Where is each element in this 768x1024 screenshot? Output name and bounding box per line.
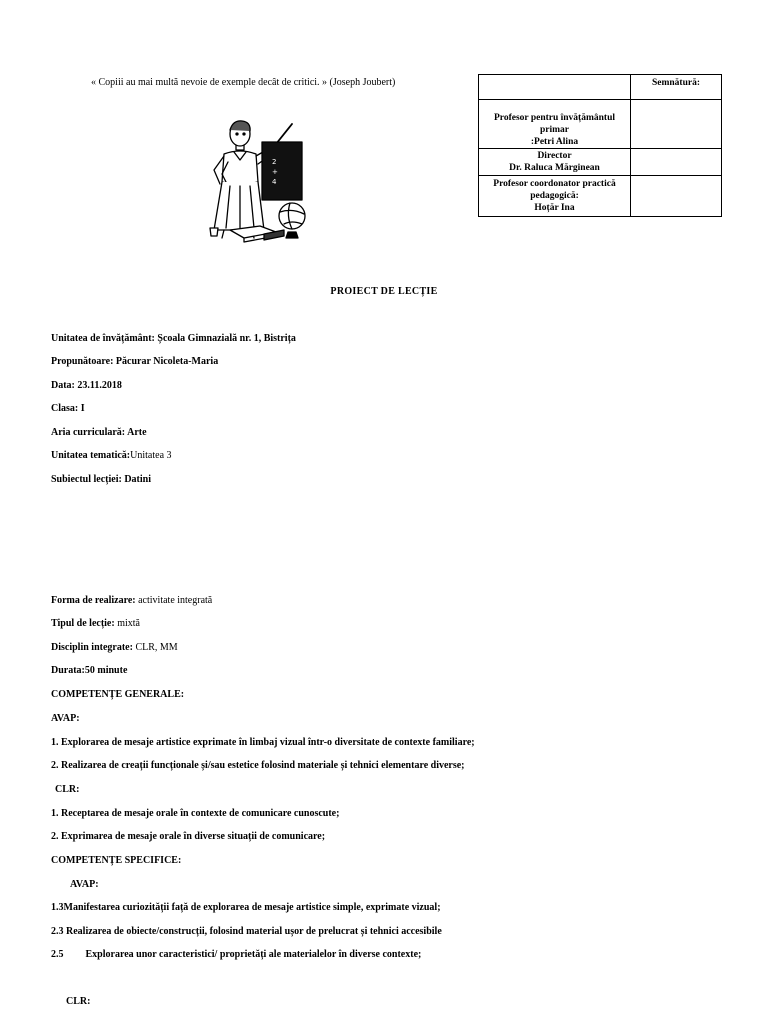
general-clr-item-2: 2. Exprimarea de mesaje orale în diverse situații de comunicare; xyxy=(51,831,326,842)
svg-text:4: 4 xyxy=(272,178,277,186)
general-clr-label: CLR: xyxy=(55,784,80,795)
detail-disciplines: Disciplin integrate: CLR, MM xyxy=(51,642,178,653)
specific-competences-heading: COMPETENȚE SPECIFICE: xyxy=(51,855,182,866)
quote: « Copiii au mai multă nevoie de exemple decât de critici. » (Joseph Joubert) xyxy=(91,77,396,88)
detail-form: Forma de realizare: activitate integrată xyxy=(51,595,213,606)
signature-role-coordinator: Profesor coordonator practică pedagogică: Hoțăr Ina xyxy=(479,176,631,217)
general-avap-item-1: 1. Explorarea de mesaje artistice exprimate în limbaj vizual într-o diversitate de contexte familiare; xyxy=(51,737,475,748)
signature-header: Semnătură: xyxy=(631,75,722,100)
signature-role-director: Director Dr. Raluca Mărginean xyxy=(479,149,631,176)
teacher-illustration xyxy=(200,112,315,250)
general-avap-item-2: 2. Realizarea de creații funcționale și/sau estetice folosind materiale și tehnici elementare diverse; xyxy=(51,760,465,771)
general-clr-item-1: 1. Receptarea de mesaje orale în contexte de comunicare cunoscute; xyxy=(51,808,340,819)
info-school: Unitatea de învățământ: Școala Gimnazială nr. 1, Bistrița xyxy=(51,333,296,344)
signature-table xyxy=(478,74,722,217)
specific-item-2-5: 2.5 Explorarea unor caracteristici/ proprietăți ale materialelor în diverse contexte; xyxy=(51,949,422,960)
info-date: Data: 23.11.2018 xyxy=(51,380,122,391)
signature-box-coordinator xyxy=(631,176,722,217)
info-thematic-unit: Unitatea tematică:Unitatea 3 xyxy=(51,450,172,461)
info-class: Clasa: I xyxy=(51,403,85,414)
specific-avap-label: AVAP: xyxy=(70,879,99,890)
general-competences-heading: COMPETENȚE GENERALE: xyxy=(51,689,185,700)
detail-duration: Durata:50 minute xyxy=(51,665,128,676)
general-avap-label: AVAP: xyxy=(51,713,80,724)
signature-box-director xyxy=(631,149,722,176)
svg-text:+: + xyxy=(272,168,278,176)
signature-table-empty-cell xyxy=(479,75,631,100)
info-curricular-area: Aria curriculară: Arte xyxy=(51,427,147,438)
document-title: PROIECT DE LECȚIE xyxy=(330,286,438,297)
specific-item-1-3: 1.3Manifestarea curiozității față de explorarea de mesaje artistice simple, exprimate vizual; xyxy=(51,902,441,913)
specific-clr-label: CLR: xyxy=(66,996,91,1007)
specific-item-2-3: 2.3 Realizarea de obiecte/construcții, folosind material ușor de prelucrat și tehnici accesibile xyxy=(51,926,442,937)
signature-role-teacher: Profesor pentru învățământul primar :Petri Alina xyxy=(479,100,631,149)
detail-lesson-type: Tipul de lecție: mixtă xyxy=(51,618,140,629)
info-subject: Subiectul lecției: Datini xyxy=(51,474,151,485)
svg-text:2: 2 xyxy=(272,158,277,166)
info-teacher: Propunătoare: Păcurar Nicoleta-Maria xyxy=(51,356,219,367)
signature-box-teacher xyxy=(631,100,722,149)
